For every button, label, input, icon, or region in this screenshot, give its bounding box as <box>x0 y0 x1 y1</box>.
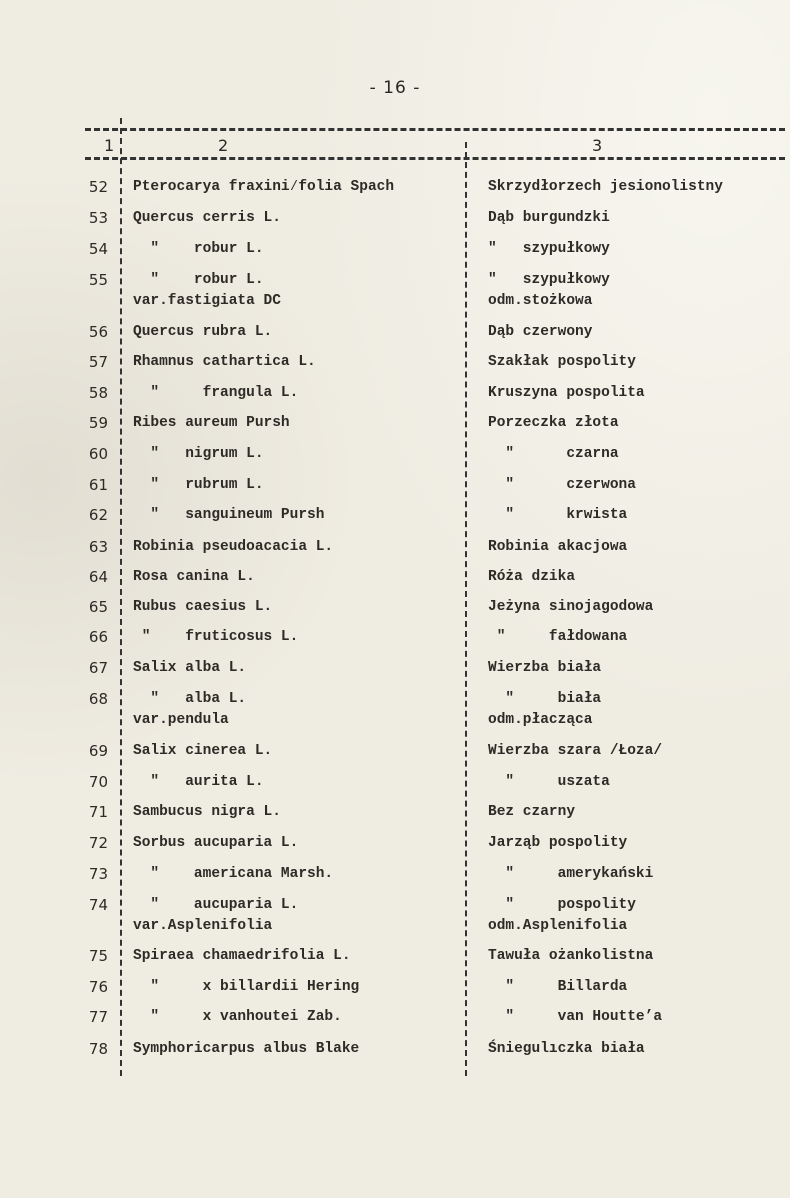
latin-name: Quercus rubra L. <box>133 324 273 340</box>
polish-name: Dąb burgundzki <box>488 210 610 226</box>
row-number: 54 <box>88 240 108 258</box>
row-number: 57 <box>88 353 108 371</box>
polish-name-cell <box>488 413 619 434</box>
row-number: 68 <box>88 690 108 708</box>
polish-name-cell <box>488 208 610 229</box>
column-divider-2 <box>465 142 467 1076</box>
page-number: - 16 - <box>369 78 421 98</box>
polish-name-cell <box>488 1007 662 1028</box>
latin-name-cell <box>133 946 351 967</box>
polish-name: " szypułkowy <box>488 241 610 257</box>
latin-name: Sorbus aucuparia L. <box>133 835 299 851</box>
latin-name: " robur L. <box>133 241 264 257</box>
latin-name-cell <box>133 270 281 312</box>
polish-name-cell <box>488 741 662 762</box>
latin-name: " sanguineum Pursh <box>133 507 325 523</box>
polish-name: Kruszyna pospolita <box>488 385 645 401</box>
polish-name: " krwista <box>488 507 628 523</box>
polish-name: Dąb czerwony <box>488 324 593 340</box>
latin-name-cell <box>133 208 281 229</box>
row-number: 63 <box>88 538 108 556</box>
latin-name-cell <box>133 383 298 404</box>
row-number: 78 <box>88 1040 108 1058</box>
latin-name: Pterocarya fraxini⁄folia Spach <box>133 179 395 195</box>
latin-name-cell <box>133 658 246 679</box>
latin-name-cell <box>133 741 272 762</box>
polish-variety: odm.stożkowa <box>488 293 593 309</box>
polish-name: " Billarda <box>488 979 628 995</box>
latin-name: " x billardii Hering <box>133 979 360 995</box>
polish-name: Śniegulıczka biała <box>488 1041 645 1057</box>
row-number: 62 <box>88 506 108 524</box>
polish-name-cell <box>488 772 610 793</box>
latin-name: " fruticosus L. <box>133 629 299 645</box>
polish-name: " czarna <box>488 446 619 462</box>
polish-name-cell <box>488 597 653 618</box>
latin-name: Salix cinerea L. <box>133 743 273 759</box>
polish-variety: odm.Asplenifolia <box>488 918 628 934</box>
latin-name: Salix alba L. <box>133 660 247 676</box>
polish-name-cell <box>488 239 610 260</box>
polish-name-cell <box>488 946 653 967</box>
polish-name-cell <box>488 270 610 312</box>
latin-name-cell <box>133 864 333 885</box>
polish-name: " pospolity <box>488 897 636 913</box>
polish-name: Jeżyna sinojagodowa <box>488 599 654 615</box>
latin-name: Rubus caesius L. <box>133 599 273 615</box>
table-rule-top <box>85 128 785 131</box>
row-number: 65 <box>88 598 108 616</box>
row-number: 72 <box>88 834 108 852</box>
polish-variety: odm.płacząca <box>488 712 593 728</box>
polish-name: " czerwona <box>488 477 636 493</box>
polish-name-cell <box>488 802 575 823</box>
latin-name-cell <box>133 505 324 526</box>
latin-name: " aurita L. <box>133 774 264 790</box>
latin-name-cell <box>133 537 333 558</box>
polish-name-cell <box>488 895 636 937</box>
latin-name: Symphoricarpus albus Blake <box>133 1041 360 1057</box>
polish-name: Szakłak pospolity <box>488 354 636 370</box>
latin-name: " frangula L. <box>133 385 299 401</box>
row-number: 76 <box>88 978 108 996</box>
polish-name-cell <box>488 1039 645 1060</box>
polish-name: Jarząb pospolity <box>488 835 628 851</box>
latin-name: Ribes aureum Pursh <box>133 415 290 431</box>
latin-variety: var.fastigiata DC <box>133 293 281 309</box>
table-rule-header-bottom <box>85 157 785 160</box>
latin-name-cell <box>133 802 281 823</box>
row-number: 73 <box>88 865 108 883</box>
latin-name-cell <box>133 772 264 793</box>
latin-name: " nigrum L. <box>133 446 264 462</box>
latin-name-cell <box>133 895 298 937</box>
latin-name-cell <box>133 413 290 434</box>
latin-name: Robinia pseudoacacia L. <box>133 539 334 555</box>
latin-name-cell <box>133 239 264 260</box>
latin-name: " rubrum L. <box>133 477 264 493</box>
polish-name-cell <box>488 833 627 854</box>
latin-name-cell <box>133 444 264 465</box>
column-divider-1 <box>120 118 122 1076</box>
polish-name: " uszata <box>488 774 610 790</box>
latin-name-cell <box>133 833 298 854</box>
polish-name: Robinia akacjowa <box>488 539 628 555</box>
row-number: 59 <box>88 414 108 432</box>
latin-name-cell <box>133 322 272 343</box>
latin-name-cell <box>133 689 246 731</box>
latin-name-cell <box>133 597 272 618</box>
latin-name: " americana Marsh. <box>133 866 334 882</box>
polish-name-cell <box>488 475 636 496</box>
row-number: 53 <box>88 209 108 227</box>
latin-name-cell <box>133 977 359 998</box>
latin-variety: var.Asplenifolia <box>133 918 273 934</box>
latin-name: Rosa canina L. <box>133 569 255 585</box>
polish-name: Wierzba szara /Łoza/ <box>488 743 663 759</box>
row-number: 74 <box>88 896 108 914</box>
row-number: 60 <box>88 445 108 463</box>
polish-name-cell <box>488 567 575 588</box>
latin-name-cell <box>133 627 298 648</box>
row-number: 56 <box>88 323 108 341</box>
latin-name: Sambucus nigra L. <box>133 804 281 820</box>
polish-name-cell <box>488 977 627 998</box>
polish-name-cell <box>488 322 592 343</box>
latin-name: " aucuparia L. <box>133 897 299 913</box>
polish-name: " szypułkowy <box>488 272 610 288</box>
header-col-latin: 2 <box>218 136 229 155</box>
latin-name-cell <box>133 567 255 588</box>
polish-name-cell <box>488 689 601 731</box>
polish-name: Bez czarny <box>488 804 576 820</box>
latin-name: " robur L. <box>133 272 264 288</box>
latin-name-cell <box>133 1039 359 1060</box>
row-number: 55 <box>88 271 108 289</box>
row-number: 67 <box>88 659 108 677</box>
polish-name-cell <box>488 444 619 465</box>
row-number: 77 <box>88 1008 108 1026</box>
polish-name-cell <box>488 177 723 198</box>
polish-name: " biała <box>488 691 602 707</box>
polish-name: Porzeczka złota <box>488 415 619 431</box>
row-number: 66 <box>88 628 108 646</box>
row-number: 69 <box>88 742 108 760</box>
row-number: 70 <box>88 773 108 791</box>
row-number: 75 <box>88 947 108 965</box>
polish-name-cell <box>488 352 636 373</box>
latin-name-cell <box>133 1007 342 1028</box>
latin-name: Rhamnus cathartica L. <box>133 354 316 370</box>
polish-name-cell <box>488 383 645 404</box>
polish-name-cell <box>488 627 627 648</box>
polish-name: Wierzba biała <box>488 660 602 676</box>
polish-name: Skrzydłorzech jesionolistny <box>488 179 723 195</box>
latin-name-cell <box>133 177 394 198</box>
polish-name: Róża dzika <box>488 569 576 585</box>
row-number: 52 <box>88 178 108 196</box>
polish-name: " van Houtte’a <box>488 1009 663 1025</box>
row-number: 61 <box>88 476 108 494</box>
header-col-polish: 3 <box>592 136 603 155</box>
polish-name: " fałdowana <box>488 629 628 645</box>
latin-name-cell <box>133 475 264 496</box>
latin-variety: var.pendula <box>133 712 229 728</box>
latin-name: " x vanhoutei Zab. <box>133 1009 342 1025</box>
latin-name: Spiraea chamaedrifolia L. <box>133 948 351 964</box>
polish-name: " amerykański <box>488 866 654 882</box>
row-number: 58 <box>88 384 108 402</box>
polish-name: Tawuła ożankolistna <box>488 948 654 964</box>
row-number: 64 <box>88 568 108 586</box>
polish-name-cell <box>488 505 627 526</box>
row-number: 71 <box>88 803 108 821</box>
polish-name-cell <box>488 658 601 679</box>
latin-name: " alba L. <box>133 691 247 707</box>
polish-name-cell <box>488 864 653 885</box>
polish-name-cell <box>488 537 627 558</box>
header-col-number: 1 <box>104 136 115 155</box>
latin-name: Quercus cerris L. <box>133 210 281 226</box>
latin-name-cell <box>133 352 316 373</box>
